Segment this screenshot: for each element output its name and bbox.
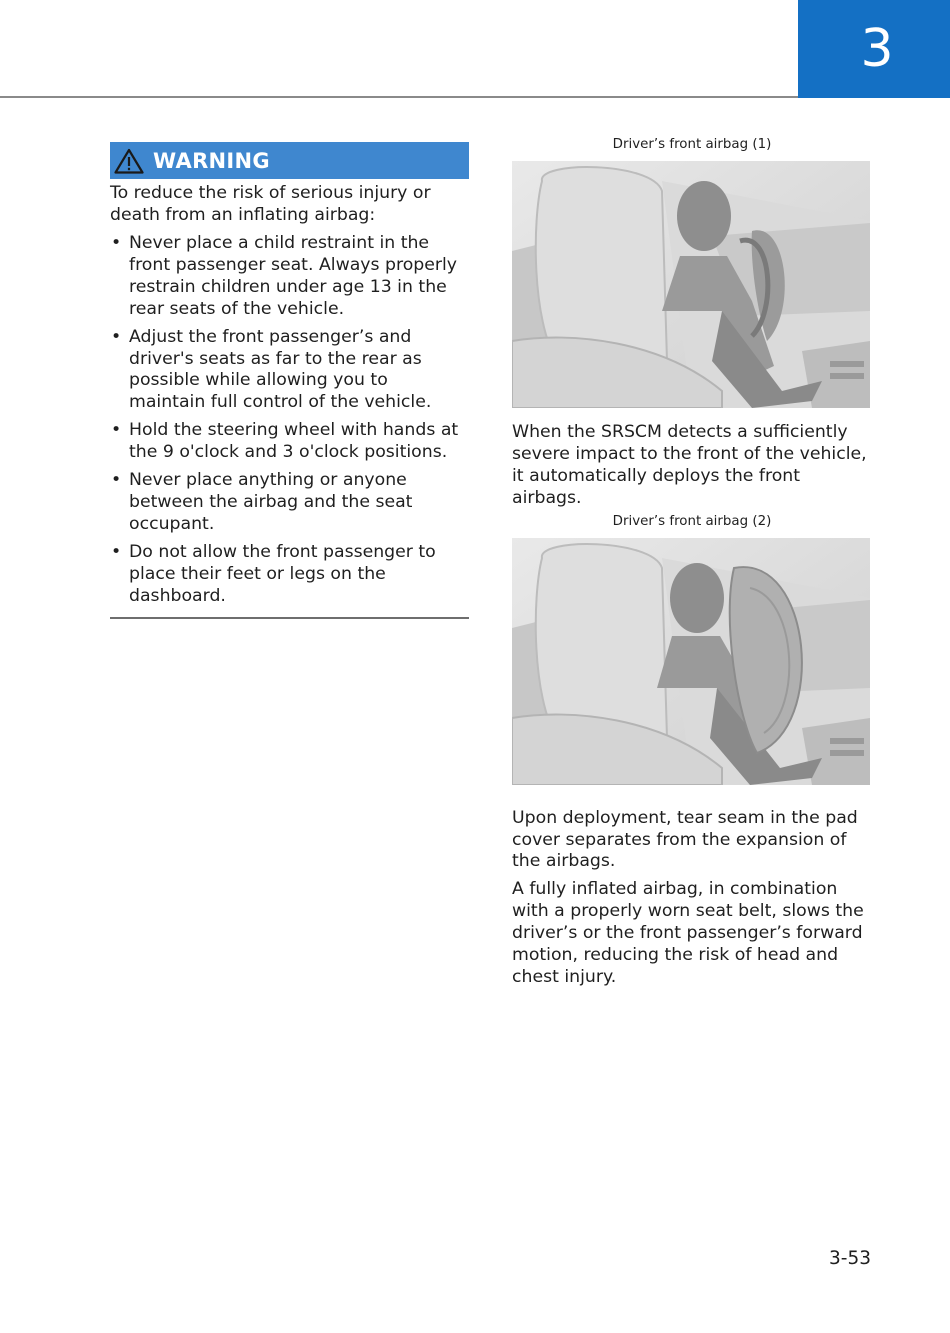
airbag-section (512, 136, 870, 989)
warning-intro: To reduce the risk of serious injury or death from an inflating airbag: (110, 183, 431, 225)
warning-bullet: • Never place a child restraint in the front passenger seat. Always properly restrain children under age 13 in the rear seats of the vehicle. (110, 233, 469, 321)
chapter-tab (798, 0, 950, 98)
warning-triangle-icon (114, 148, 144, 174)
warning-label: WARNING (153, 148, 270, 173)
warning-bullet: • Hold the steering wheel with hands at the 9 o'clock and 3 o'clock positions. (110, 420, 469, 464)
header-rule (0, 96, 798, 98)
warning-bullet: • Do not allow the front passenger to place their feet or legs on the dashboard. (110, 542, 469, 608)
driver-airbag-illustration-1 (512, 161, 870, 408)
warning-end-rule (110, 617, 469, 619)
warning-bullet: • Never place anything or anyone between the airbag and the seat occupant. (110, 470, 469, 536)
warning-section (110, 142, 469, 619)
warning-bullet: • Adjust the front passenger’s and driver's seats as far to the rear as possible while allowing you to maintain full control of the vehicle. (110, 327, 469, 415)
airbag-paragraph: When the SRSCM detects a sufficiently severe impact to the front of the vehicle, it automatically deploys the front airbags. (512, 422, 867, 508)
figure-caption: Driver’s front airbag (2) (612, 513, 772, 529)
page-number: 3-53 (829, 1248, 871, 1269)
warning-header (110, 142, 469, 179)
chapter-number: 3 (860, 19, 894, 79)
warning-list (110, 233, 469, 608)
figure-caption: Driver’s front airbag (1) (612, 137, 772, 152)
airbag-paragraph: A fully inflated airbag, in combination with a properly worn seat belt, slows the driver’s or the front passenger’s forward motion, reducing the risk of head and chest injury. (512, 879, 864, 987)
airbag-paragraph: Upon deployment, tear seam in the pad cover separates from the expansion of the airbags. (512, 807, 858, 872)
driver-airbag-illustration-2 (512, 538, 870, 785)
